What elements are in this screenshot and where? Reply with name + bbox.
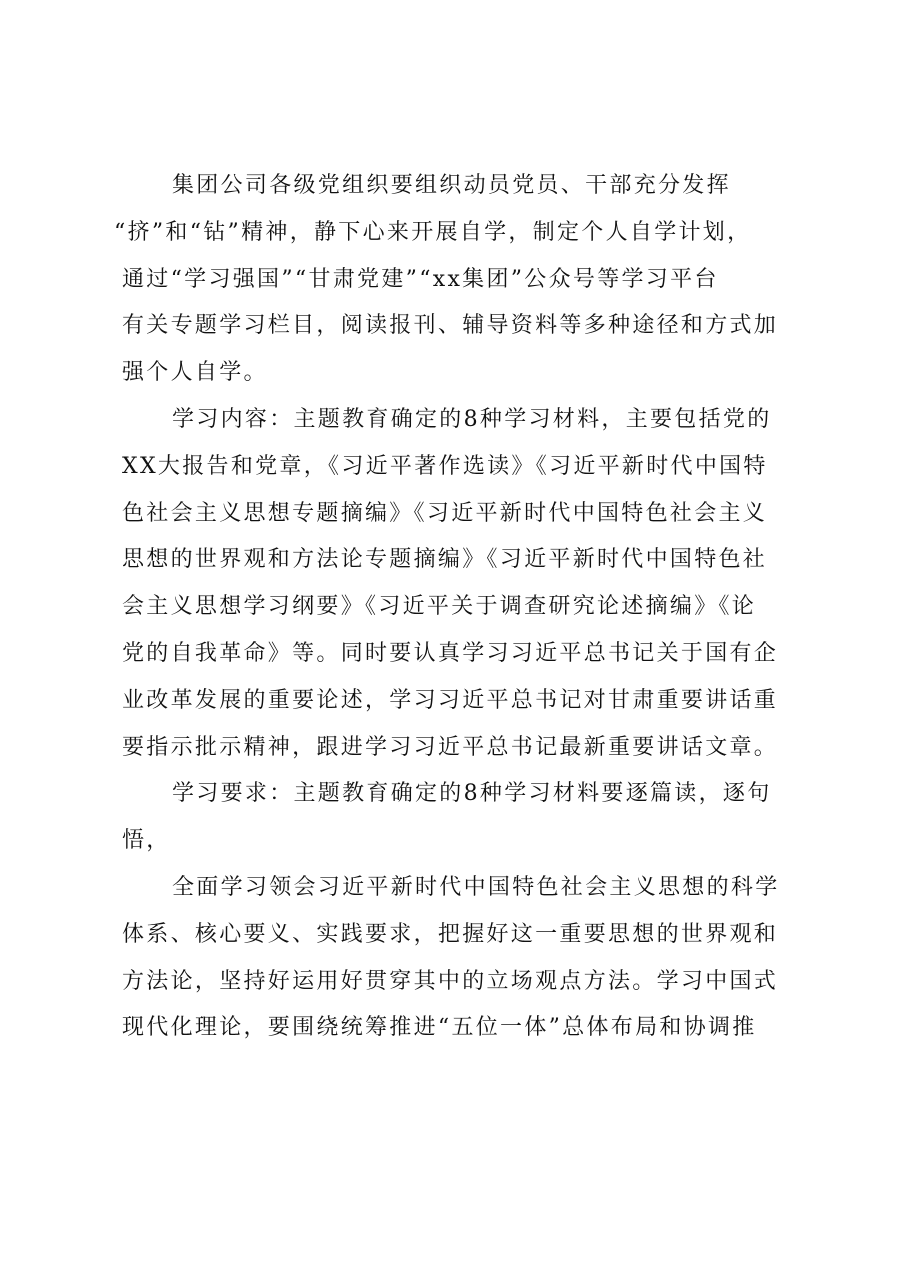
text-line: 要指示批示精神，跟进学习习近平总书记最新重要讲话文章。 <box>122 734 779 760</box>
text-line: 方法论，坚持好运用好贯穿其中的立场观点方法。学习中国式 <box>122 968 779 994</box>
text-line: 业改革发展的重要论述，学习习近平总书记对甘肃重要讲话重 <box>122 687 779 713</box>
text-line: 通过“学习强国”“甘肃党建”“xx集团”公众号等学习平台 <box>122 266 719 292</box>
text-line: 现代化理论，要围绕统筹推进“五位一体”总体布局和协调推 <box>122 1015 757 1041</box>
text-line: 体系、核心要义、实践要求，把握好这一重要思想的世界观和 <box>122 921 779 947</box>
text-line: 党的自我革命》等。同时要认真学习习近平总书记关于国有企 <box>122 640 779 666</box>
paragraph-study-content <box>122 397 792 771</box>
text-line: 有关专题学习栏目，阅读报刊、辅导资料等多种途径和方式加 <box>122 313 779 339</box>
paragraph-comprehensive-study <box>122 865 792 1052</box>
text-line: 全面学习领会习近平新时代中国特色社会主义思想的科学 <box>172 874 780 900</box>
paragraph-self-study <box>114 163 792 397</box>
text-line: 悟， <box>122 828 171 854</box>
text-line: “挤”和“钻”精神，静下心来开展自学，制定个人自学计划， <box>114 219 752 245</box>
document-body <box>114 163 792 1052</box>
text-line: 集团公司各级党组织要组织动员党员、干部充分发挥 <box>172 173 731 198</box>
text-line: 学习要求：主题教育确定的8种学习材料要逐篇读，逐句 <box>172 781 772 807</box>
text-line: 色社会主义思想专题摘编》《习近平新时代中国特色社会主义 <box>122 500 768 526</box>
text-line: 强个人自学。 <box>122 360 268 386</box>
text-line: XX大报告和党章，《习近平著作选读》《习近平新时代中国特 <box>122 453 768 479</box>
text-line: 学习内容：主题教育确定的8种学习材料，主要包括党的 <box>172 406 772 432</box>
paragraph-study-requirements <box>122 771 792 865</box>
text-line: 会主义思想学习纲要》《习近平关于调查研究论述摘编》《论 <box>122 594 757 620</box>
text-line: 思想的世界观和方法论专题摘编》《习近平新时代中国特色社 <box>122 547 768 573</box>
